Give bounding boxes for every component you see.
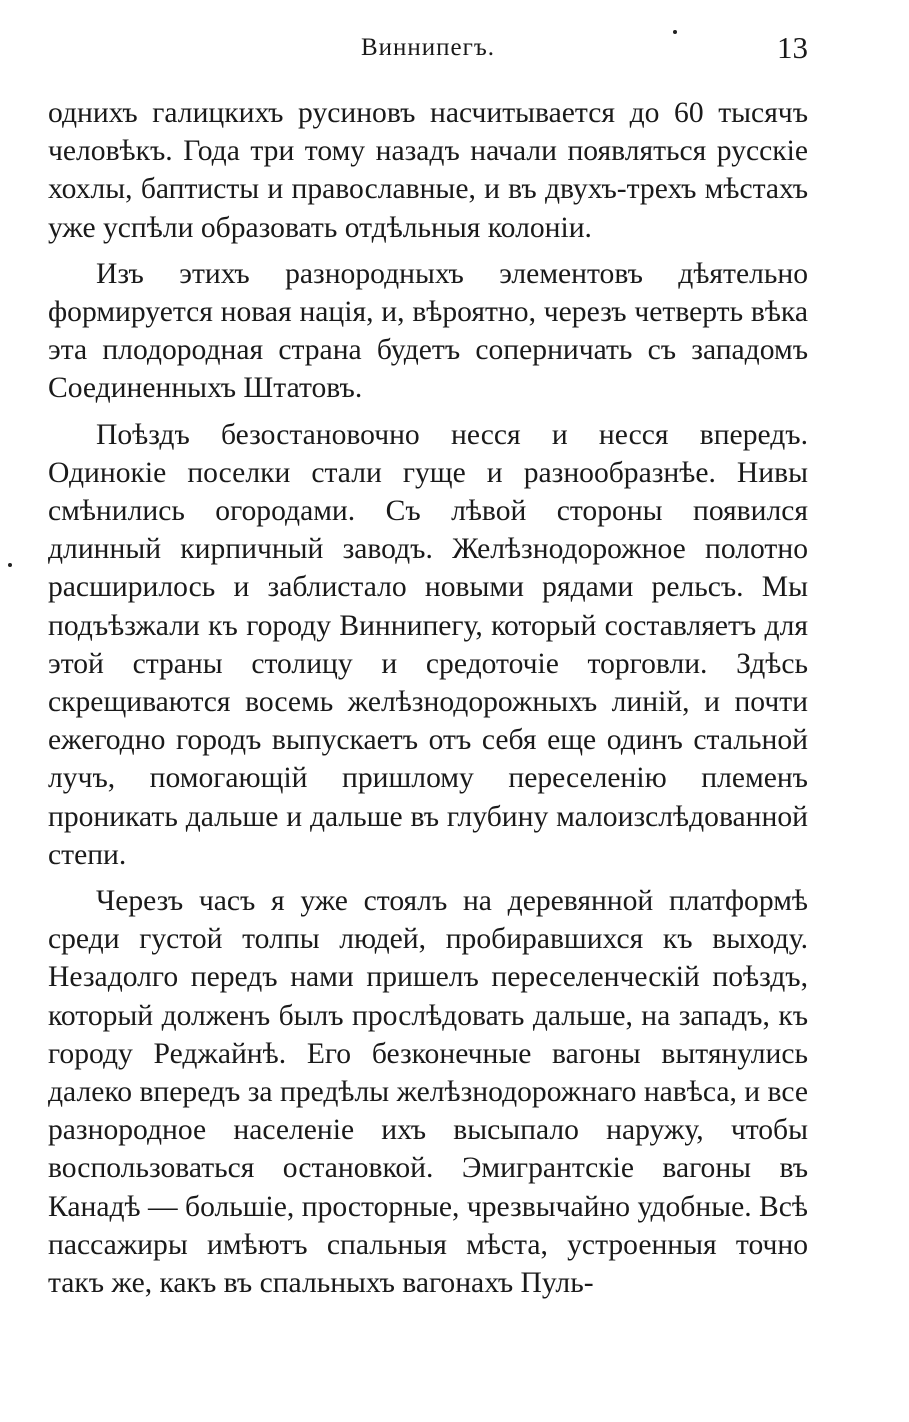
paragraph-continuation: однихъ галицкихъ русиновъ насчитывается до 60 тысячъ человѣкъ. Года три тому назадъ начали появляться русскіе хохлы, баптисты и православные, и въ двухъ-трехъ мѣстахъ уже успѣли образовать отдѣльныя колоніи. xyxy=(48,97,808,244)
paragraph: Черезъ часъ я уже стоялъ на деревянной платформѣ среди густой толпы людей, пробиравшихся къ выходу. Незадолго передъ нами пришелъ переселенческій поѣздъ, который долженъ былъ прослѣдовать дальше, на западъ, къ городу Реджайнѣ. Его безконечные вагоны вытянулись далеко впередъ за предѣлы желѣзнодорожнаго навѣса, и все разнородное населеніе ихъ высыпало наружу, чтобы воспользоваться остановкой. Эмигрантскіе вагоны въ Канадѣ — большіе, просторные, чрезвычайно удобные. Всѣ пассажиры имѣютъ спальныя мѣста, устроенныя точно такъ же, какъ въ спальныхъ вагонахъ Пуль- xyxy=(48,885,808,1300)
page-header xyxy=(48,30,808,70)
print-speck xyxy=(8,563,12,567)
page-number: 13 xyxy=(777,30,808,65)
paragraph: Поѣздъ безостановочно несся и несся впередъ. Одинокіе поселки стали гуще и разнообразнѣе. Нивы смѣнились огородами. Съ лѣвой стороны появился длинный кирпичный заводъ. Желѣзнодорожное полотно расширилось и заблистало новыми рядами рельсъ. Мы подъѣзжали къ городу Виннипегу, который составляетъ для этой страны столицу и средоточіе торговли. Здѣсь скрещиваются восемь желѣзнодорожныхъ линій, и почти ежегодно городъ выпускаетъ отъ себя еще одинъ стальной лучъ, помогающій пришлому переселенію племенъ проникать дальше и дальше въ глубину малоизслѣдованной степи. xyxy=(48,418,808,871)
running-title: Виннипегъ. xyxy=(360,34,496,61)
print-speck xyxy=(673,30,677,34)
paragraph: Изъ этихъ разнородныхъ элементовъ дѣятельно формируется новая нація, и, вѣроятно, черезъ четверть вѣка эта плодородная страна будетъ соперничать съ западомъ Соединенныхъ Штатовъ. xyxy=(48,257,808,405)
body-text xyxy=(48,94,808,1302)
